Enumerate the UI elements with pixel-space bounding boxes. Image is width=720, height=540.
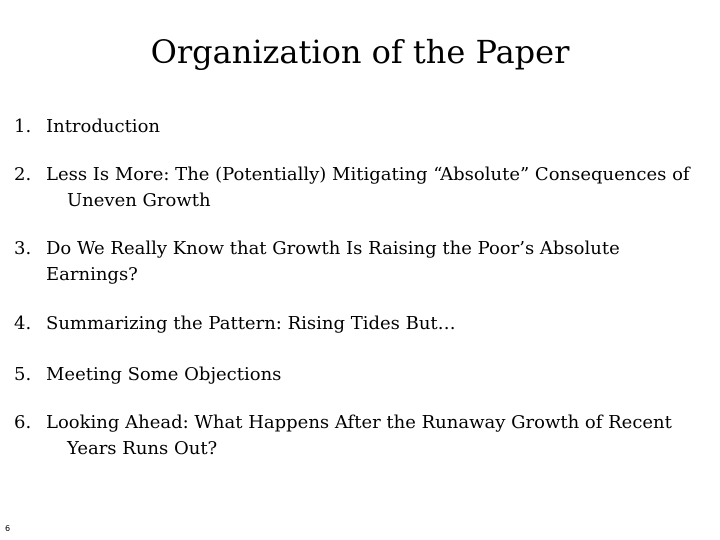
- outline-item-line: Introduction: [46, 116, 160, 137]
- outline-item-text: [46, 236, 694, 288]
- outline-item-number: 5.: [14, 364, 32, 385]
- outline-item-text: [46, 362, 694, 388]
- outline-item-growth-evidence: [14, 236, 694, 288]
- outline-item-line-continuation: Uneven Growth: [67, 190, 211, 211]
- outline-item-number: 6.: [14, 412, 32, 433]
- outline-item-number: 1.: [14, 116, 32, 137]
- outline-item-number: 3.: [14, 238, 32, 259]
- outline-item-line-continuation: Earnings?: [46, 264, 138, 285]
- outline-item-line: Meeting Some Objections: [46, 364, 282, 385]
- outline-item-introduction: [14, 114, 694, 140]
- outline-item-text: [46, 114, 694, 140]
- outline-item-text: [46, 410, 694, 462]
- slide-title: Organization of the Paper: [150, 33, 570, 71]
- page-number: 6: [5, 524, 11, 533]
- outline-item-line: Summarizing the Pattern: Rising Tides But…: [46, 313, 456, 334]
- outline-item-objections: [14, 362, 694, 388]
- outline-item-line: Less Is More: The (Potentially) Mitigating “Absolute” Consequences of: [46, 164, 690, 185]
- outline-item-number: 2.: [14, 164, 32, 185]
- outline-item-line-continuation: Years Runs Out?: [67, 438, 218, 459]
- outline-item-looking-ahead: [14, 410, 694, 462]
- outline-item-text: [46, 162, 694, 214]
- outline-item-line: Do We Really Know that Growth Is Raising the Poor’s Absolute: [46, 238, 620, 259]
- outline-item-less-is-more: [14, 162, 694, 214]
- outline-item-text: [46, 311, 694, 337]
- outline-item-summarizing: [14, 311, 694, 337]
- outline-item-number: 4.: [14, 313, 32, 334]
- outline-item-line: Looking Ahead: What Happens After the Runaway Growth of Recent: [46, 412, 672, 433]
